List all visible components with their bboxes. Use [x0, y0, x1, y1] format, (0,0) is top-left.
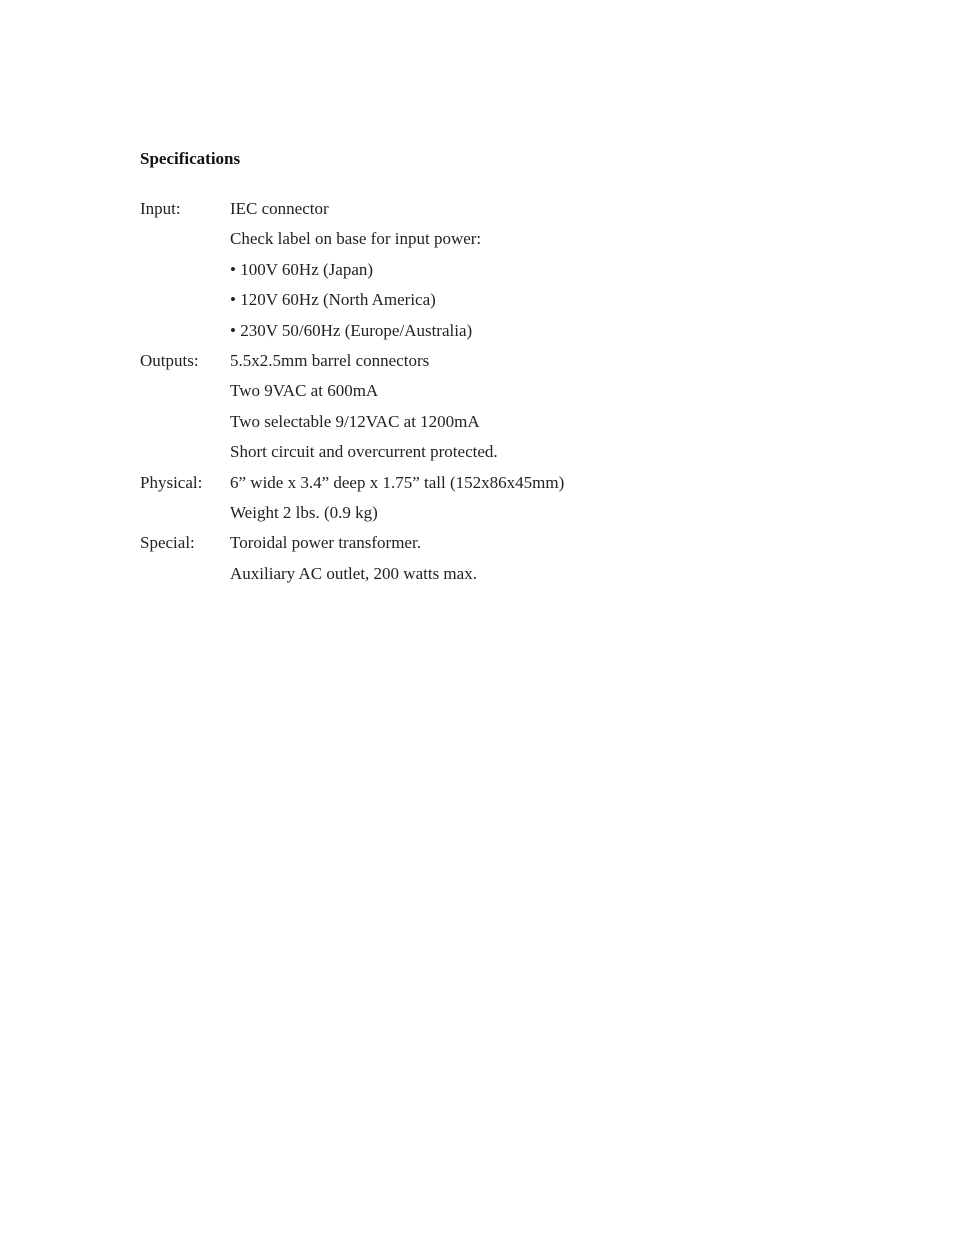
spec-line: 6” wide x 3.4” deep x 1.75” tall (152x86x45mm)	[230, 472, 565, 492]
specifications-title: Specifications	[140, 149, 241, 168]
spec-section-input	[140, 194, 840, 346]
spec-lines-input	[230, 194, 840, 346]
spec-line: Auxiliary AC outlet, 200 watts max.	[230, 563, 477, 583]
spec-line: Two 9VAC at 600mA	[230, 381, 379, 401]
spec-line: Short circuit and overcurrent protected.	[230, 442, 498, 462]
spec-lines-physical	[230, 468, 840, 529]
spec-line: Toroidal power transformer.	[230, 533, 421, 553]
spec-section-special	[140, 528, 840, 589]
spec-line: Two selectable 9/12VAC at 1200mA	[230, 411, 480, 431]
spec-line: • 120V 60Hz (North America)	[230, 290, 436, 310]
spec-section-outputs	[140, 346, 840, 468]
spec-lines-special	[230, 528, 840, 589]
spec-label-physical: Physical:	[140, 472, 203, 492]
spec-line: Weight 2 lbs. (0.9 kg)	[230, 503, 378, 523]
spec-line: 5.5x2.5mm barrel connectors	[230, 351, 430, 371]
spec-label-input: Input:	[140, 199, 181, 218]
spec-line: IEC connector	[230, 199, 329, 218]
spec-line: • 100V 60Hz (Japan)	[230, 259, 374, 279]
specifications-block	[140, 148, 840, 589]
spec-line: • 230V 50/60Hz (Europe/Australia)	[230, 320, 473, 340]
spec-line: Check label on base for input power:	[230, 229, 482, 249]
spec-label-special: Special:	[140, 533, 195, 553]
spec-label-outputs: Outputs:	[140, 351, 199, 371]
spec-lines-outputs	[230, 346, 840, 468]
spec-section-physical	[140, 468, 840, 529]
